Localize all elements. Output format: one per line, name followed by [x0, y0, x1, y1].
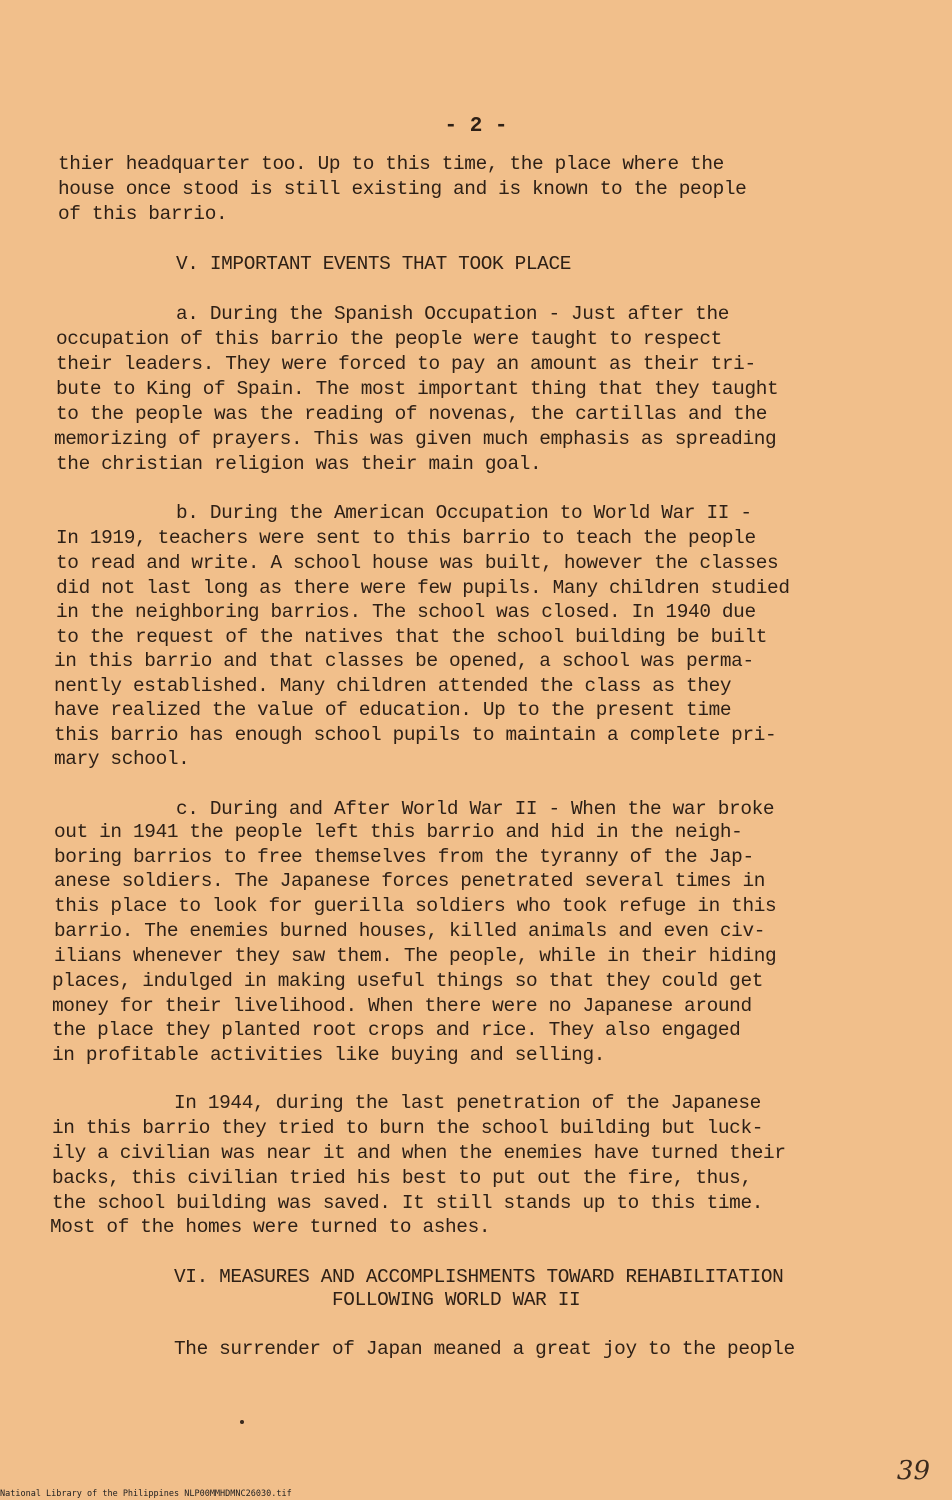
text-line: V. IMPORTANT EVENTS THAT TOOK PLACE — [176, 253, 572, 275]
text-line: backs, this civilian tried his best to put out the fire, thus, — [52, 1167, 752, 1189]
text-line: barrio. The enemies burned houses, killed animals and even civ- — [54, 920, 766, 942]
text-line: in the neighboring barrios. The school was closed. In 1940 due — [56, 601, 756, 623]
text-line: ily a civilian was near it and when the enemies have turned their — [52, 1142, 786, 1164]
text-line: ilians whenever they saw them. The people, while in their hiding — [54, 945, 777, 967]
page-number: - 2 - — [444, 115, 508, 138]
text-line: out in 1941 the people left this barrio and hid in the neigh- — [54, 821, 743, 843]
text-line: of this barrio. — [58, 203, 228, 225]
text-line: mary school. — [54, 748, 190, 770]
text-line: Most of the homes were turned to ashes. — [50, 1216, 491, 1238]
text-line: have realized the value of education. Up to the present time — [54, 699, 732, 721]
text-line: a. During the Spanish Occupation - Just after the — [176, 303, 730, 325]
text-line: occupation of this barrio the people were taught to respect — [56, 328, 722, 350]
text-line: FOLLOWING WORLD WAR II — [332, 1289, 581, 1311]
text-line: c. During and After World War II - When the war broke — [176, 798, 775, 820]
text-line: in this barrio they tried to burn the school building but luck- — [52, 1117, 764, 1139]
text-line: in this barrio and that classes be opened, a school was perma- — [54, 650, 754, 672]
text-line: The surrender of Japan meaned a great joy to the people — [174, 1338, 795, 1360]
text-line: anese soldiers. The Japanese forces penetrated several times in — [54, 870, 766, 892]
text-line: memorizing of prayers. This was given much emphasis as spreading — [54, 428, 777, 450]
text-line: bute to King of Spain. The most important thing that they taught — [56, 378, 779, 400]
text-line: b. During the American Occupation to World War II - — [176, 502, 752, 524]
text-line: in profitable activities like buying and selling. — [52, 1044, 606, 1066]
text-line: nently established. Many children attended the class as they — [54, 675, 732, 697]
text-line: the school building was saved. It still stands up to this time. — [52, 1192, 764, 1214]
text-line: boring barrios to free themselves from the tyranny of the Jap- — [54, 846, 754, 868]
text-line: In 1919, teachers were sent to this barrio to teach the people — [56, 527, 756, 549]
text-line: their leaders. They were forced to pay an amount as their tri- — [56, 353, 756, 375]
ink-speck — [240, 1420, 244, 1424]
text-line: house once stood is still existing and is known to the people — [58, 178, 747, 200]
text-line: did not last long as there were few pupils. Many children studied — [56, 577, 790, 599]
archive-footer: National Library of the Philippines NLP00MMHDMNC26030.tif — [0, 1489, 292, 1499]
text-line: to the request of the natives that the school building be built — [56, 626, 768, 648]
text-line: In 1944, during the last penetration of the Japanese — [174, 1092, 761, 1114]
text-line: this place to look for guerilla soldiers who took refuge in this — [54, 895, 777, 917]
text-line: to the people was the reading of novenas, the cartillas and the — [56, 403, 768, 425]
text-line: to read and write. A school house was built, however the classes — [56, 552, 779, 574]
text-line: thier headquarter too. Up to this time, the place where the — [58, 153, 724, 175]
text-line: this barrio has enough school pupils to maintain a complete pri- — [54, 724, 777, 746]
text-line: places, indulged in making useful things so that they could get — [52, 970, 764, 992]
handwritten-page-mark: 39 — [896, 1456, 930, 1486]
text-line: money for their livelihood. When there were no Japanese around — [52, 995, 752, 1017]
text-line: the christian religion was their main goal. — [56, 453, 542, 475]
text-line: the place they planted root crops and rice. They also engaged — [52, 1019, 741, 1041]
text-line: VI. MEASURES AND ACCOMPLISHMENTS TOWARD REHABILITATION — [174, 1266, 784, 1288]
